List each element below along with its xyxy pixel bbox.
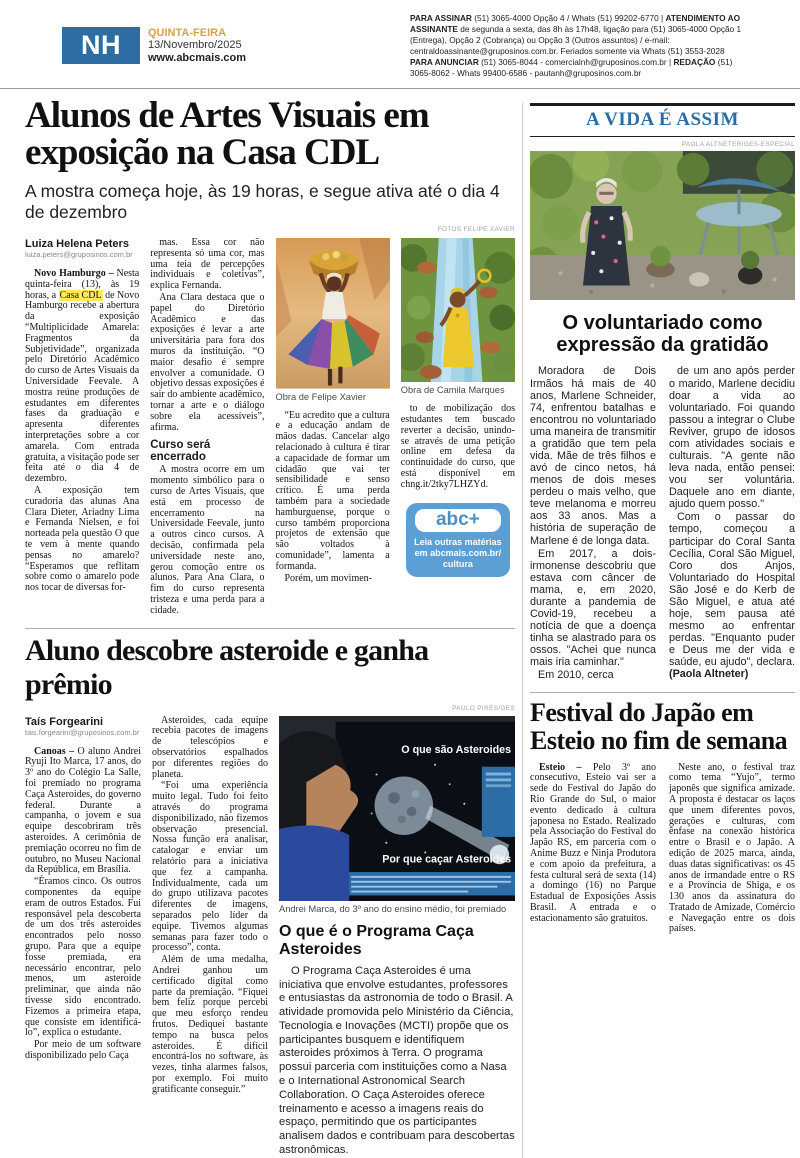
volunteer-photo-image [530,151,795,301]
artwork-figure-1-caption: Obra de Felipe Xavier [275,391,366,402]
contact-line-subscribe: PARA ASSINAR (51) 3065-4000 Opção 4 / Whats (51) 99202-6770 | ATENDIMENTO AO ASSINANTE de segunda a sexta, das 8h às 17h48, ligação para (51) 3065-4000 Opção 1 (Entrega), Opção 2 (Cobrança) ou Opção 3 (Outros assuntos) / e-mail: centraldoassinante@gruposinos.com.br. Feriados somente via Whats (51) 3553-2028 [410,13,742,56]
sidebar-story-festival [530,699,795,936]
article2-column-2 [152,716,268,1158]
article1-paragraph: Porém, um movimen- [284,572,372,584]
article2-paragraph: “Foi uma experiência muito legal. Tudo foi feito através do programa disponibilizado, não fizemos observação presencial. Nossa função era analisar, catalogar e enviar um relatório para a iniciativa que fez a campanha. Individualmente, cada um do grupo utilizava pacotes diferentes de imagens, separados pelo líder da equipe. Tivemos algumas semanas para fazer todo o processo”, conta. [152,780,268,954]
article2-column-1 [25,716,141,1158]
weekday-label: QUINTA-FEIRA [148,26,227,39]
artwork-figure-2-caption: Obra de Camila Marques [400,385,505,396]
article1-byline-email: luiza.peters@gruposinos.com.br [25,250,133,260]
article1-subtitle: A mostra começa hoje, às 19 horas, e segue ativa até o dia 4 de dezembro [25,181,500,223]
sidebar-story-voluntariado [530,312,795,682]
article1-paragraph: Novo Hamburgo – Nesta quinta-feira (13), às 19 horas, a Casa CDL de Novo Hamburgo recebe a abertura da exposição “Multiplicidade Amarela: Fragmentos da Subjetividade”, organizada pelo Diretório Acadêmico do curso de Artes Visuais da Universidade Feevale. A mostra reúne produções de estudantes em diferentes fases da graduação e apresenta diferentes interpretações sobre a cor amarela. Com entrada gratuita, a visitação pode ser feita até o dia 4 de dezembro. [25,268,140,485]
artwork-felipe-xavier-image [276,238,390,389]
info-box-title: O que é o Programa Caça Asteroides [279,922,474,958]
article2-paragraph: Além de uma medalha, Andrei ganhou um certificado digital como parte da premiação. “Fiquei bem feliz porque percebi que meu esforço rendeu frutos. Dediquei bastante tempo na busca pelos asteroides. É difícil encontrá-los no software, às vezes, tinha alarmes falsos, por exemplo. Foi muito gratificante conseguir.” [152,954,268,1095]
article-asteroide [25,634,515,1158]
article1-headline: Alunos de Artes Visuais em exposição na Casa CDL [25,94,429,174]
article1-paragraph: Ana Clara destaca que o papel do Diretório Acadêmico e das exposições é levar a arte universitária para fora dos muros da instituição. “O maior desafio é sempre envolver a comunidade. O objetivo dessas exposições é sair do ambiente acadêmico, tornar a arte e o diálogo sobre ela acessíveis”, afirma. [150,292,265,433]
sidebar-story2-column-1 [530,763,656,937]
brand-meta [148,27,246,65]
article2-paragraph: Por meio de um software disponibilizado pelo Caça [25,1039,141,1061]
artwork-figure-2 [401,238,515,395]
sidebar-paragraph: Em 2010, cerca [538,669,614,682]
sidebar-paragraph: Esteio – Pelo 3º ano consecutivo, Esteio vai ser a sede do Festival do Japão do Rio Grande do Sul, o maior evento dedicado à cultura japonesa no Estado. Realizado pela Associação do Festival do Japão RS, em parceria com o Anime Buzz e Ninja Produtora e com apoio da prefeitura, a festa cultural será de sexta (14) a domingo (16) no Parque Estadual de Exposições Assis Brasil. A entrada e o estacionamento são gratuitos. [530,761,656,924]
sidebar-paragraph: Com o passar do tempo, começou a participar do Coral Santa Cecília, Coral São Miguel, Coro dos Anjos, Voluntariado do Hospital São José e do Kerb de São Miguel, e atua até hoje, sem pausa até mesmo ao enfrentar perdas. "Enquanto puder e Deus me der vida e saúde, eu ajudo", declara. (Paola Altneter) [669,511,795,681]
article1-column-3 [276,238,390,618]
article1-paragraph: A exposição tem curadoria das alunas Ana Clara Dieter, Ariadny Lima e Fernanda Nielsen, e foi norteada pela questão O que te vem à mente quando pensas no amarelo? “Esperamos que reflitam sobre como o amarelo pode nos tocar de diversas for- [25,485,140,594]
student-photo-caption: Andrei Marca, do 3º ano do ensino médio, foi premiado [279,903,507,914]
artwork-camila-marques-image [401,238,515,382]
article2-paragraph: “Éramos cinco. Os outros componentes da equipe eram de outros Estados. Fui responsável pela descoberta de um dos três asteroides encontrados pelo nosso grupo. Para que a equipe fosse premiada, era necessário encontrar, pelo menos, um asteroide preliminar, que ainda não tivesse sido encontrado. Fizemos a primeira etapa, que consiste em identificá-lo”, explica o estudante. [25,876,141,1039]
article1-paragraph: A mostra ocorre em um momento simbólico para o curso de Artes Visuais, que está em processo de encerramento na Universidade Feevale, junto a outros cinco cursos. A decisão, confirmada pela universidade neste ano, gerou comoção entre os alunos. Para Ana Clara, o fim do curso representa tristeza e uma perda para a cidade. [150,464,265,616]
volunteer-photo-figure [530,151,795,301]
sidebar-story1-headline: O voluntariado como expressão da gratidão [556,312,769,357]
abc-plus-badge [406,503,510,578]
contact-line-announce: PARA ANUNCIAR (51) 3065-8044 - comercialnh@gruposinos.com.br | REDAÇÃO (51) 3065-8062 - Whats 99400-6586 - pautanh@gruposinos.com.br [410,56,733,78]
article2-byline-email: tais.forgearini@gruposinos.com.br [25,727,140,737]
sidebar-paragraph: de um ano após perder o marido, Marlene decidiu doar a vida ao voluntariado. Foi quando passou a integrar o Clube Reviver, grupo de idosos com atividades sociais e culturais. "A gente não leva nada, então pensei: vou ser voluntária. Daquele ano em diante, ajudo quem posso." [669,365,795,511]
sidebar-story1-column-2 [669,365,795,682]
screen-title-1: O que são Asteroides [401,743,512,756]
highlighted-text: Casa CDL [59,289,102,301]
student-photo-image [279,716,515,901]
sidebar-story2-headline: Festival do Japão em Esteio no fim de semana [530,698,788,755]
article2-paragraph: Asteroides, cada equipe recebia pacotes de imagens de telescópios e observatórios espalhados por diferentes regiões do planeta. [152,714,268,780]
artwork-figure-1 [276,238,390,402]
sidebar-divider [530,692,795,693]
article2-photo-credit: PAULO PIRES/GES [452,704,515,712]
sidebar-story1-column-1 [530,365,656,682]
article2-headline: Aluno descobre asteroide e ganha prêmio [25,633,429,701]
masthead [0,0,800,89]
article2-byline-name: Taís Forgearini [25,715,104,728]
announce-label: PARA ANUNCIAR [410,56,479,67]
website-url: www.abcmais.com [148,52,247,65]
article1-photo-credit: FOTOS FELIPE XAVIER [437,226,515,234]
sidebar-photo-credit: PAOLA ALTNETER/GES-ESPECIAL [681,140,795,148]
redacao-label: REDAÇÃO [673,56,716,67]
article1-column-4 [401,238,515,618]
sidebar [523,89,797,1158]
contact-info [410,13,748,79]
screen-title-2: Por que caçar Asteroides [382,852,512,865]
sidebar-paragraph: Em 2017, a dois-irmonense descobriu que estava com câncer de mama, e, em 2020, durante a pandemia de Covid-19, recebeu a notícia de que a doença tinha se alastrado para os ossos. "Achei que nunca mais iria caminhar." [530,547,656,669]
student-photo-figure [279,716,515,914]
article1-paragraph: to de mobilização dos estudantes tem buscado reverter a decisão, unindo-se através de uma petição online em defesa da continuidade do curso, que está disponível em chng.it/2tky7LHZYd. [400,403,515,490]
assinante-label: ATENDIMENTO AO ASSINANTE [410,13,741,34]
section-divider [25,628,515,629]
brand-block [62,27,246,65]
story1-signature: (Paola Altneter) [669,668,749,681]
article1-column-1 [25,238,139,618]
nh-logo: NH [62,27,140,64]
article1-paragraph: “Eu acredito que a cultura e a educação andam de mãos dadas. Cancelar algo relacionado à cultura é tirar a capacidade de formar um cidadão que vai ter sensibilidade e senso crítico. É uma perda também para a sociedade hamburguense, porque o curso também proporciona projetos de extensão que são voltados à comunidade”, lamenta a formanda. [275,409,390,572]
article1-byline-name: Luiza Helena Peters [25,238,129,251]
subscribe-label: PARA ASSINAR [410,13,472,23]
sidebar-story2-column-2 [669,763,795,937]
sidebar-paragraph: Neste ano, o festival traz como tema “Yujo”, termo japonês que significa amizade. A proposta é destacar os laços que unem diferentes povos, gerações e culturas, com ênfase na conexão histórica entre o Brasil e o Japão. A edição de 2025 marca, ainda, duas datas significativas: os 45 anos de irmandade entre o RS e a Província de Shiga, e os 130 anos da assinatura do Tratado de Amizade, Comércio e Navegação entre os dois países. [669,761,795,935]
article-artes-visuais [25,94,515,618]
sidebar-section-title: A VIDA É ASSIM [530,103,795,137]
publication-date: 13/Novembro/2025 [148,39,242,52]
article1-paragraph: mas. Essa cor não representa só uma cor, mas uma teia de percepções individuais e coletivas”, explica Fernanda. [150,237,265,292]
sidebar-paragraph: Moradora de Dois Irmãos há mais de 40 anos, Marlene Schneider, 74, enfrentou batalhas e encontrou no voluntariado uma maneira de transmitir a gratidão que tem pela vida. Mãe de três filhos e avó de cinco netos, há menos de dois meses perdeu o mais velho, que teve melanoma e morreu aos 33 anos. Mas a história de superação de Marlene é de longa data. [530,365,656,547]
article2-paragraph: Canoas – O aluno Andrei Ryuji Ito Marca, 17 anos, do 3º ano do Colégio La Salle, foi premiado no programa Caça Asteroides, do governo federal. Durante a campanha, o jovem e sua equipe descobriram três asteroides. A cerimônia de premiação ocorreu no fim de outubro, no Museu Nacional da República, em Brasília. [25,745,141,876]
article1-column-2 [150,238,264,618]
info-box-body: O Programa Caça Asteroides é uma iniciativa que envolve estudantes, professores e entusiastas da astronomia de todo o Brasil. A atividade promovida pelo Ministério da Ciência, Tecnologia e Inovações (MCTI) propõe que os participantes busquem e identifiquem asteroides próximos à Terra. O programa possui parceria com instituições como a Nasa e o International Astronomical Search Collaboration. O Caça Asteroides oferece treinamento e acesso a imagens reais do espaço, permitindo que os participantes analisem dados e contribuam para descobertas astronômicas. [279,964,515,1156]
article1-subhead: Curso será encerrado [150,439,211,464]
article2-media-block [279,716,515,1158]
abc-plus-text: Leia outras matérias em abcmais.com.br/ cultura [414,536,502,570]
abc-plus-logo: abc+ [415,509,501,532]
